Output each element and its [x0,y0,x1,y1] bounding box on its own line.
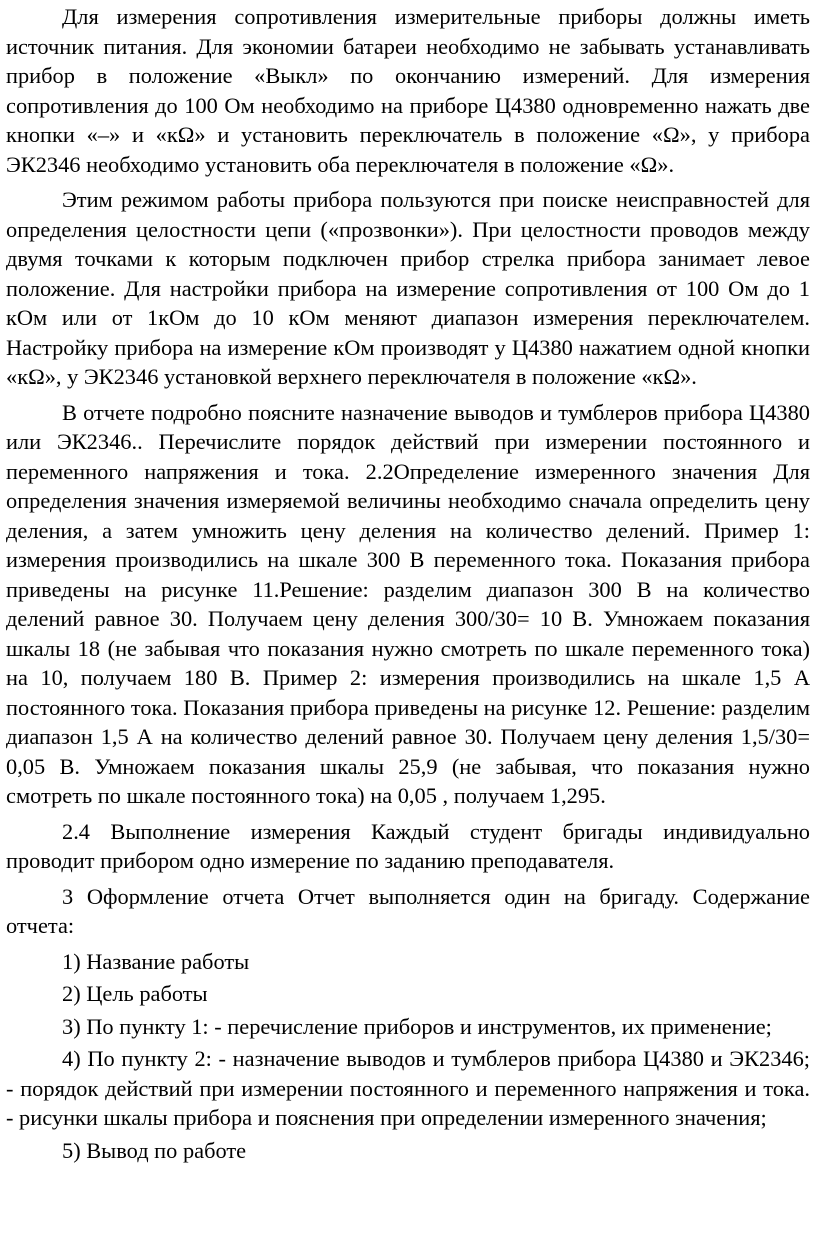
list-item: 5) Вывод по работе [62,1137,247,1163]
paragraph-report-format: 3 Оформление отчета Отчет выполняется один на бригаду. Содержание отчета: [6,883,810,938]
paragraph-report-and-examples: В отчете подробно поясните назначение выводов и тумблеров прибора Ц4380 или ЭК2346.. Перечислите порядок действий при измерении постоянного и переменного напряжения и тока. 2.2Определение измеренного значения Для определения значения измеряемой величины необходимо сначала определить цену деления, а затем умножить цену деления на количество делений. Пример 1: измерения производились на шкале 300 В переменного тока. Показания прибора приведены на рисунке 11.Решение: разделим диапазон 300 В на количество делений равное 30. Получаем цену деления 300/30= 10 В. Умножаем показания шкалы 18 (не забывая что показания нужно смотреть по шкале переменного тока) на 10, получаем 180 В. Пример 2: измерения производились на шкале 1,5 А постоянного тока. Показания прибора приведены на рисунке 12. Решение: разделим диапазон 1,5 А на количество делений равное 30. Получаем цену деления 1,5/30= 0,05 В. Умножаем показания шкалы 25,9 (не забывая, что показания нужно смотреть по шкале постоянного тока) на 0,05 , получаем 1,295. [6,399,810,808]
paragraph-continuity-mode: Этим режимом работы прибора пользуются при поиске неисправностей для определения целостности цепи («прозвонки»). При целостности проводов между двумя точками к которым подключен прибор стрелка прибора занимает левое положение. Для настройки прибора на измерение сопротивления от 100 Ом до 1 кОм или от 1кОм до 10 кОм меняют диапазон измерения переключателем. Настройку прибора на измерение кОм производят у Ц4380 нажатием одной кнопки «кΩ», у ЭК2346 установкой верхнего переключателя в положение «кΩ». [6,187,810,389]
list-item: 3) По пункту 1: - перечисление приборов и инструментов, их применение; [62,1013,772,1039]
list-item: 2) Цель работы [62,981,208,1006]
paragraph-measurement-task: 2.4 Выполнение измерения Каждый студент бригады индивидуально проводит прибором одно измерение по заданию преподавателя. [6,818,810,873]
list-item: 1) Название работы [62,948,250,974]
paragraph-resistance-measurement: Для измерения сопротивления измерительные приборы должны иметь источник питания. Для экономии батареи необходимо не забывать устанавливать прибор в положение «Выкл» по окончанию измерений. Для измерения сопротивления до 100 Ом необходимо на приборе Ц4380 одновременно нажать две кнопки «–» и «кΩ» и установить переключатель в положение «Ω», у прибора ЭК2346 необходимо установить оба переключателя в положение «Ω». [6,4,810,177]
list-item: 4) По пункту 2: - назначение выводов и тумблеров прибора Ц4380 и ЭК2346; - порядок действий при измерении постоянного и переменного напряжения и тока. - рисунки шкалы прибора и пояснения при определении измеренного значения; [6,1046,810,1130]
